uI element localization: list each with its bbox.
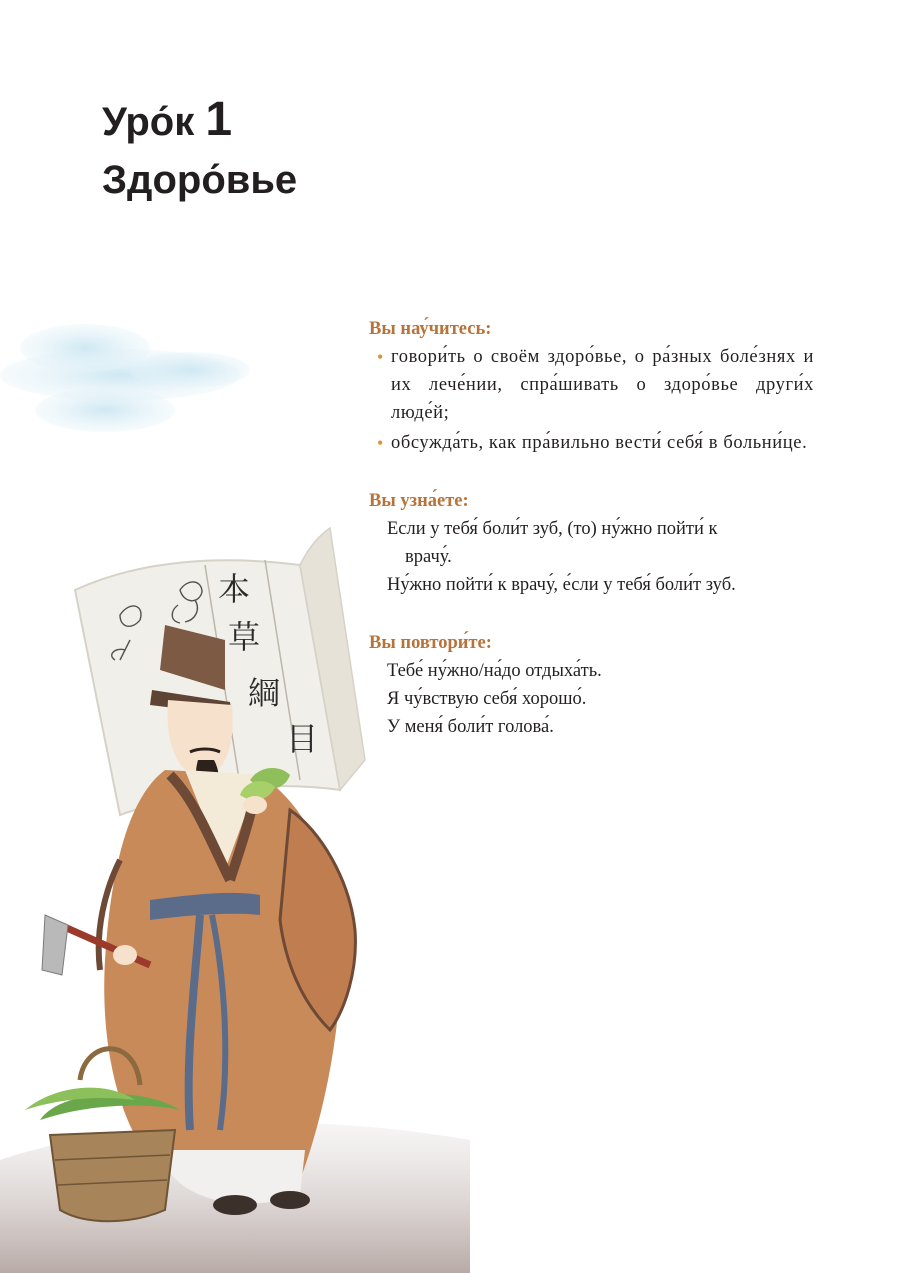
section-know [369, 487, 814, 599]
section-repeat [369, 629, 814, 741]
book-char-1: 本 [218, 570, 251, 608]
know-line-continued: врачу́. [405, 547, 452, 567]
learn-item-text: говори́ть о своём здоро́вье, о ра́зных боле́знях и их лече́нии, спра́шивать о здоро́вье други́х люде́й; [391, 347, 814, 423]
repeat-heading: Вы повтори́те: [369, 633, 492, 653]
repeat-lines [369, 657, 814, 741]
know-lines [369, 515, 814, 599]
cloud-shape [0, 324, 250, 432]
lesson-number: 1 [205, 93, 233, 146]
learn-heading: Вы нау́читесь: [369, 319, 492, 339]
repeat-line: Я чу́вствую себя́ хорошо́. [387, 689, 587, 709]
lesson-objectives [369, 315, 814, 771]
book-char-4: 目 [286, 720, 319, 758]
book-char-2: 草 [228, 618, 261, 656]
list-item [369, 429, 814, 457]
bullet-icon: • [377, 433, 384, 453]
lesson-heading [102, 92, 297, 150]
know-line: Если у тебя́ боли́т зуб, (то) ну́жно пойти́ к [387, 519, 718, 539]
lesson-word: Уро́к [102, 100, 195, 144]
repeat-line: Тебе́ ну́жно/на́до отдыха́ть. [387, 661, 602, 681]
know-heading: Вы узна́ете: [369, 491, 469, 511]
bullet-icon: • [377, 347, 384, 367]
list-item [369, 343, 814, 427]
learn-list [369, 343, 814, 457]
lesson-topic: Здоро́вье [102, 158, 298, 202]
lesson-title-block [102, 92, 297, 210]
repeat-line: У меня́ боли́т голова́. [387, 717, 554, 737]
learn-item-text: обсужда́ть, как пра́вильно вести́ себя́ в больни́це. [391, 433, 808, 453]
section-learn [369, 315, 814, 457]
book-char-3: 綱 [248, 674, 281, 712]
know-line: Ну́жно пойти́ к врачу́, е́сли у тебя́ боли́т зуб. [387, 575, 736, 595]
